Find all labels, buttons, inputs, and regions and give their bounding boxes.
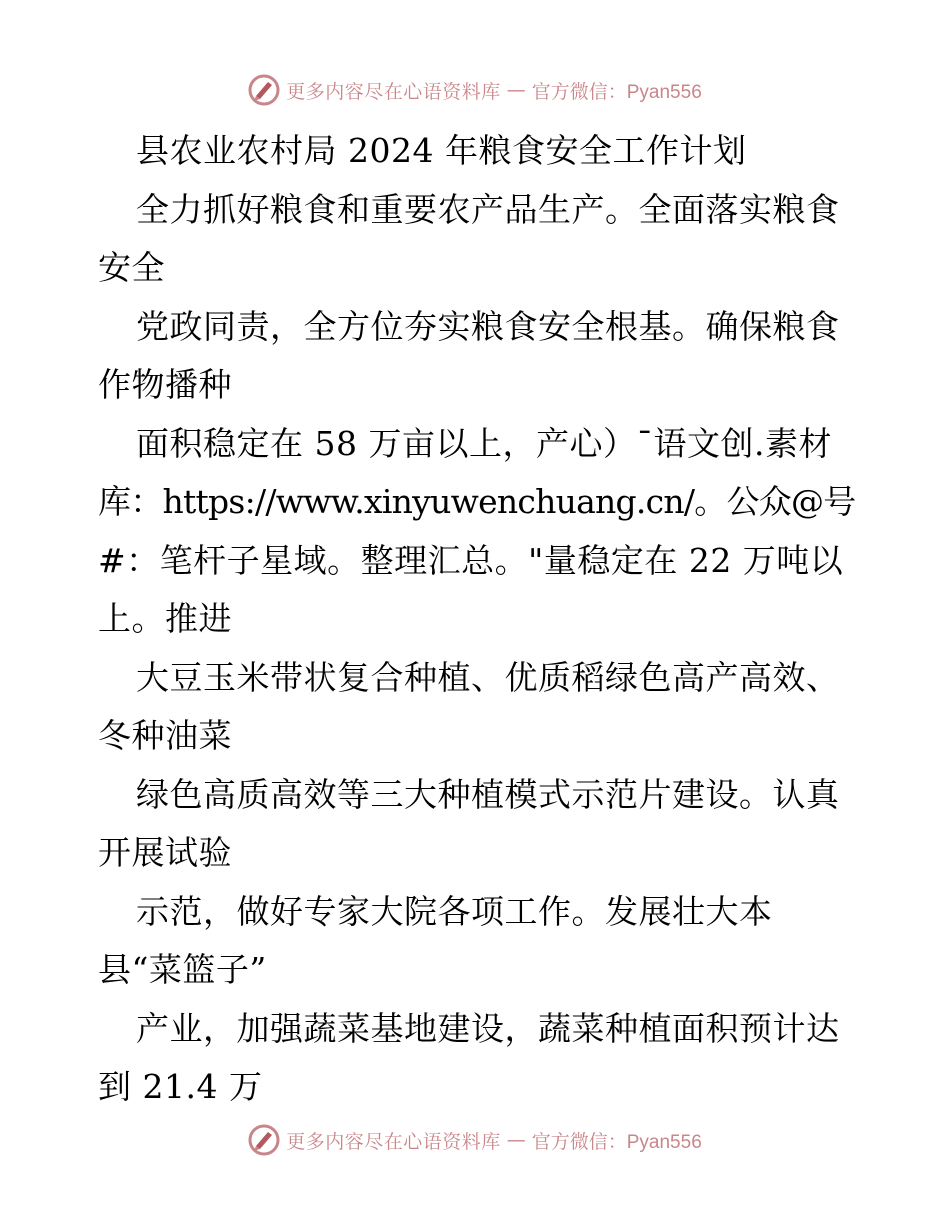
text-line: 到 21.4 万 (98, 1067, 263, 1106)
document-body (98, 122, 858, 1117)
watermark-contact: 官方微信：Pyan556 (531, 81, 702, 103)
text-line: 绿色高质高效等三大种植模式示范片建设。认真 (136, 774, 840, 814)
text-line: 开展试验 (98, 833, 232, 872)
text-line: 冬种油菜 (98, 716, 232, 755)
footer-watermark (0, 1120, 950, 1160)
watermark-text: 更多内容尽在心语资料库 (286, 1130, 501, 1153)
watermark-dash: — (506, 1129, 526, 1151)
text-line: 上。推进 (98, 599, 232, 638)
text-line: 大豆玉米带状复合种植、优质稻绿色高产高效、 (136, 657, 840, 697)
text-line: #：笔杆子星域。整理汇总。"量稳定在 22 万吨以 (98, 540, 844, 580)
text-line: 党政同责，全方位夯实粮食安全根基。确保粮食 (136, 306, 840, 346)
text-line: 示范，做好专家大院各项工作。发展壮大本 (136, 891, 773, 931)
text-line: 县“菜篮子” (98, 950, 267, 989)
pen-logo-icon (248, 1124, 280, 1156)
text-line: 库：https://www.xinyuwenchuang.cn/。公众@号 (98, 482, 856, 521)
text-line: 面积稳定在 58 万亩以上，产心）¯语文创.素材 (136, 423, 832, 463)
text-line: 作物播种 (98, 365, 232, 404)
text-line: 县农业农村局 2024 年粮食安全工作计划 (136, 131, 747, 170)
watermark-dash: — (506, 79, 526, 101)
header-watermark (0, 70, 950, 110)
pen-logo-icon (248, 74, 280, 106)
text-line: 全力抓好粮食和重要农产品生产。全面落实粮食 (136, 189, 840, 229)
text-line: 安全 (98, 248, 165, 287)
text-line: 产业，加强蔬菜基地建设，蔬菜种植面积预计达 (136, 1008, 840, 1048)
watermark-contact: 官方微信：Pyan556 (531, 1131, 702, 1153)
watermark-text: 更多内容尽在心语资料库 (286, 80, 501, 103)
